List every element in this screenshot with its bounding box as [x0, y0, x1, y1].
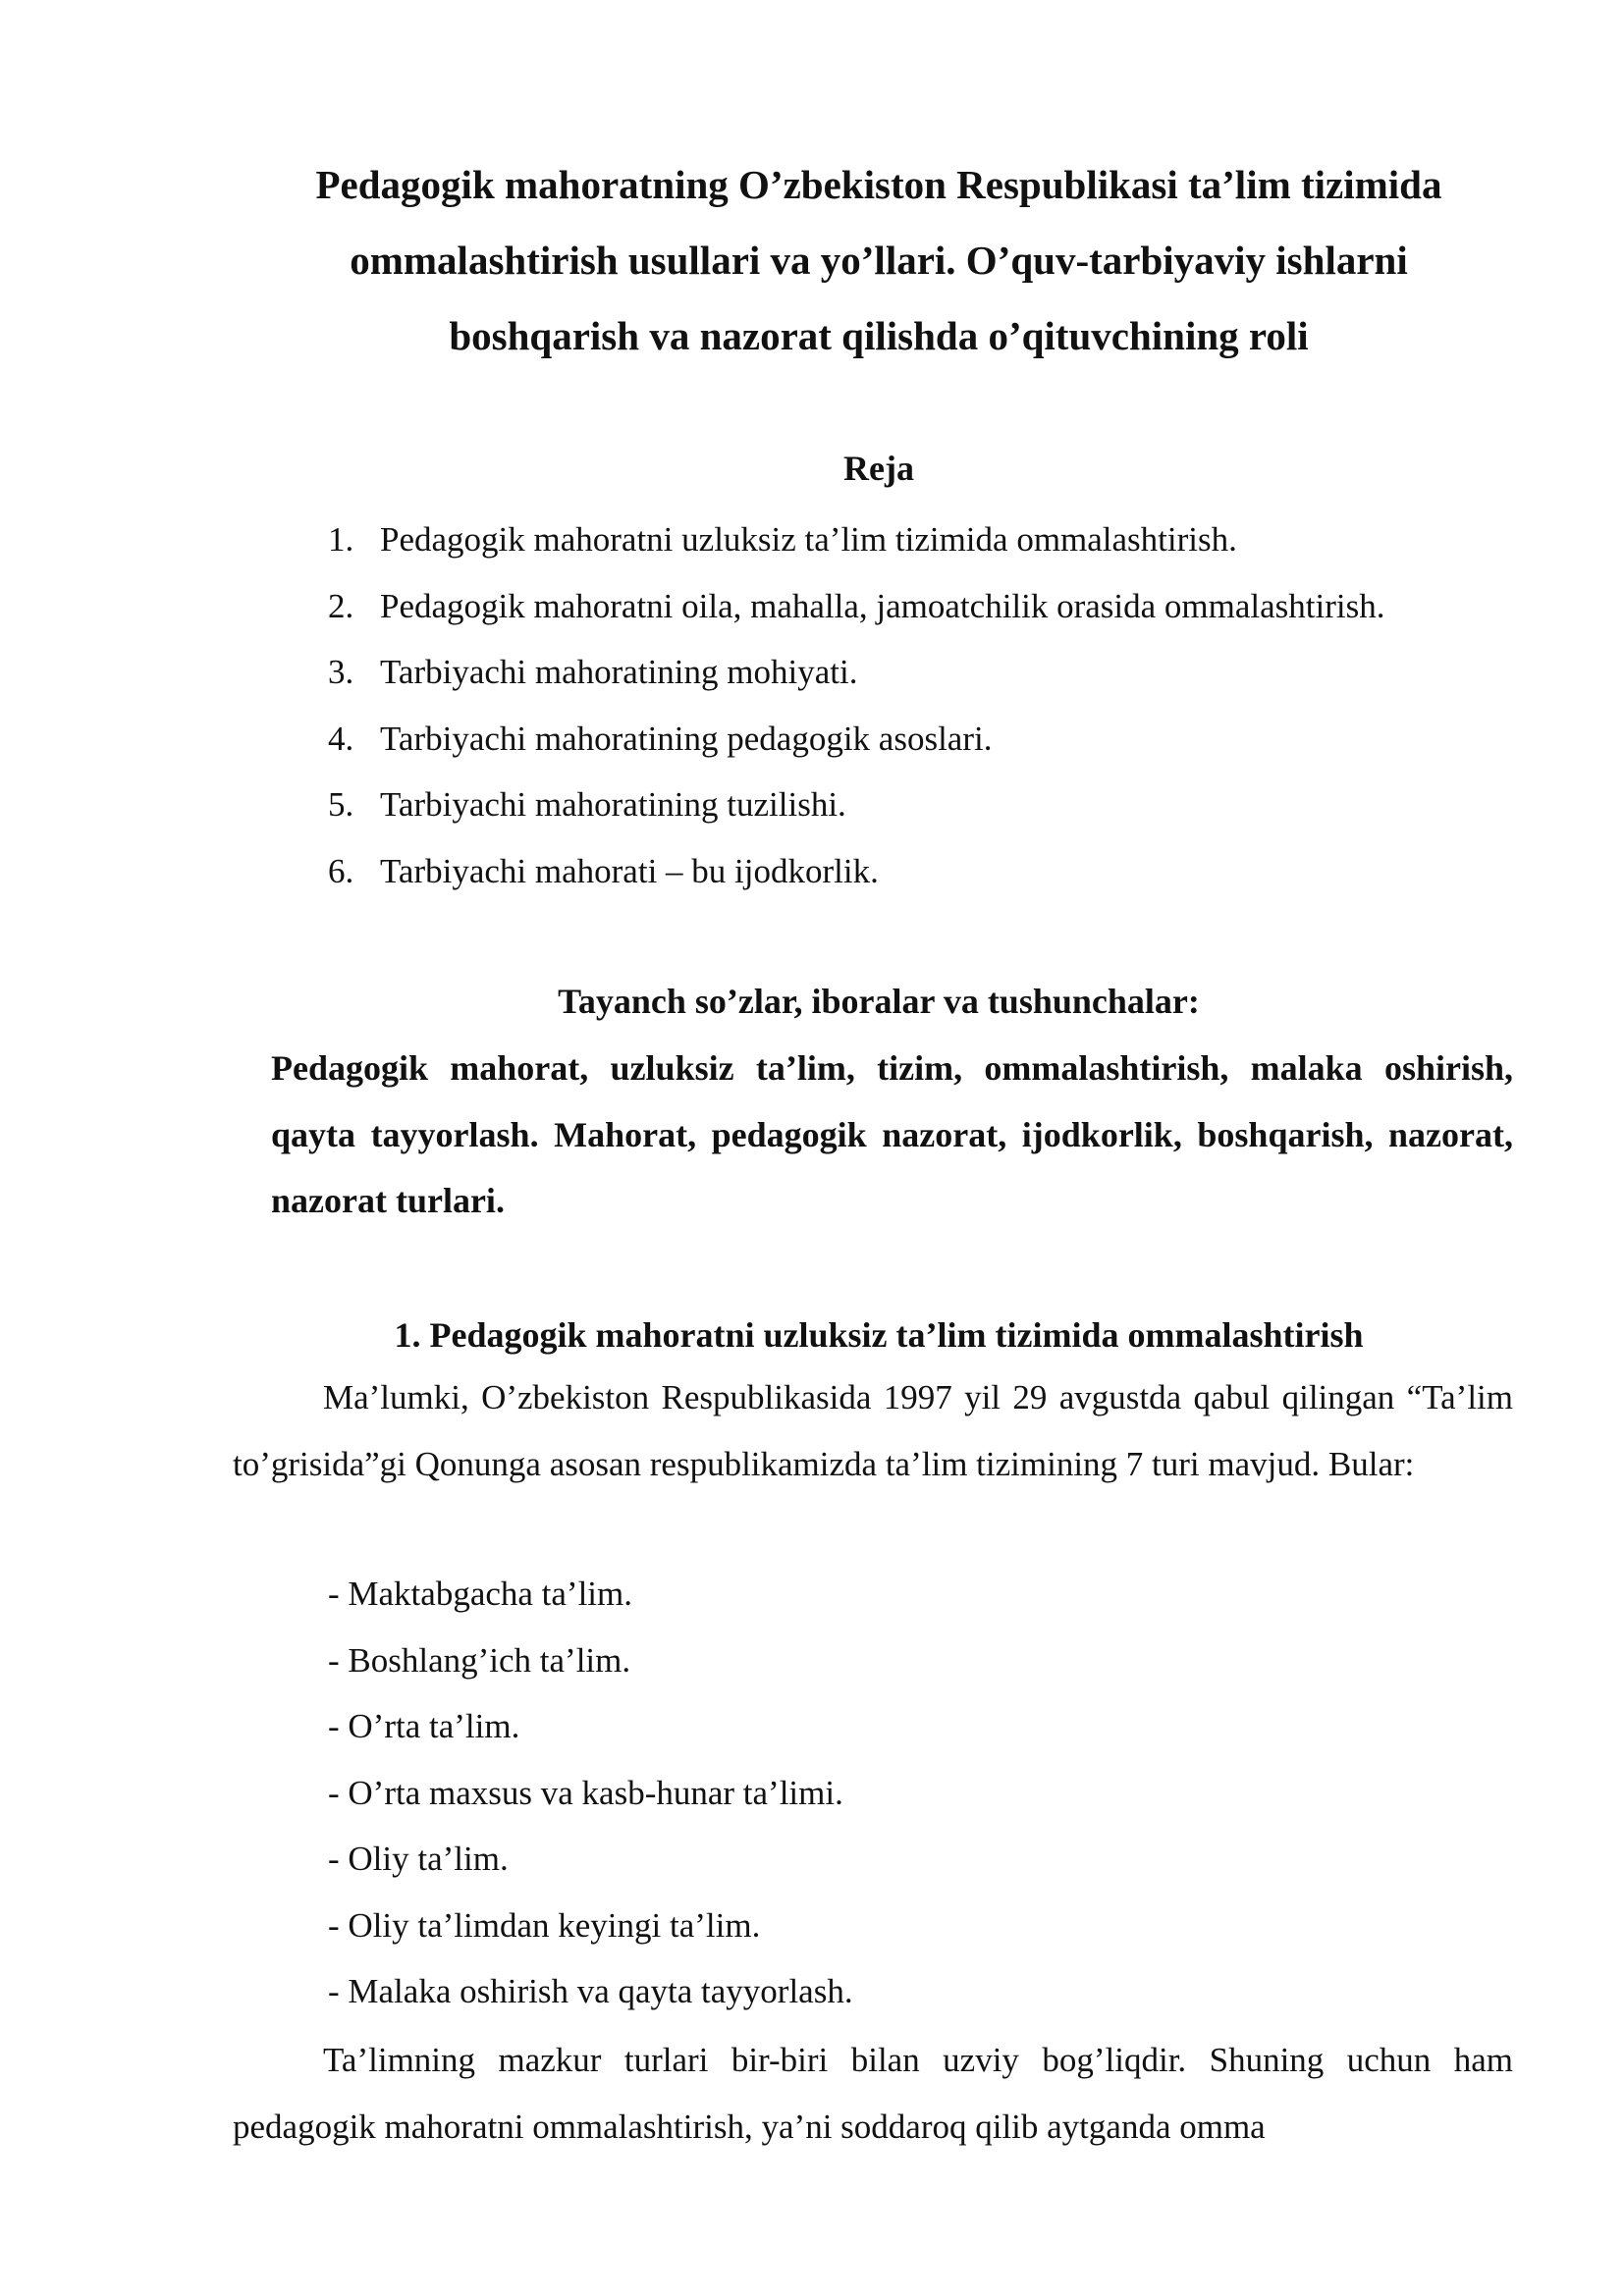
plan-item-text: Tarbiyachi mahoratining mohiyati.: [380, 653, 858, 691]
plan-list: [328, 507, 1385, 904]
plan-item-number: 5.: [328, 785, 354, 824]
plan-item: [328, 706, 1385, 773]
plan-item-text: Tarbiyachi mahoratining pedagogik asoslari.: [380, 719, 993, 758]
plan-item-number: 1.: [328, 520, 354, 559]
title-line-1: Pedagogik mahoratning O’zbekiston Respublikasi ta’lim tizimida: [315, 162, 1442, 207]
plan-item-text: Pedagogik mahoratni oila, mahalla, jamoatchilik orasida ommalashtirish.: [380, 586, 1385, 625]
list-item: - Oliy ta’lim.: [328, 1840, 509, 1878]
paragraph-2: Ta’limning mazkur turlari bir-biri bilan uzviy bog’liqdir. Shuning uchun ham pedagogik mahoratni ommalashtirish, ya’ni soddaroq qilib aytganda omma: [233, 2041, 1513, 2146]
plan-item-number: 2.: [328, 586, 354, 625]
plan-item-text: Tarbiyachi mahoratining tuzilishi.: [380, 785, 846, 824]
education-types-list: [328, 1561, 853, 2025]
section-1-heading: 1. Pedagogik mahoratni uzluksiz ta’lim tizimida ommalashtirish: [394, 1315, 1364, 1355]
plan-item: [328, 507, 1385, 573]
plan-heading: Reja: [843, 449, 914, 488]
plan-item: [328, 573, 1385, 640]
plan-item-number: 3.: [328, 653, 354, 691]
plan-item-text: Pedagogik mahoratni uzluksiz ta’lim tizimida ommalashtirish.: [380, 520, 1237, 559]
list-item: - Maktabgacha ta’lim.: [328, 1575, 633, 1613]
plan-item-text: Tarbiyachi mahorati – bu ijodkorlik.: [380, 851, 879, 890]
title-line-3: boshqarish va nazorat qilishda o’qituvchining roli: [449, 313, 1309, 358]
plan-item: [328, 639, 1385, 706]
plan-item: [328, 772, 1385, 838]
plan-item-number: 6.: [328, 851, 354, 890]
paragraph-1: Ma’lumki, O’zbekiston Respublikasida 1997 yil 29 avgustda qabul qilingan “Ta’lim to’grisida”gi Qonunga asosan respublikamizda ta’lim tizimining 7 turi mavjud. Bular:: [233, 1378, 1513, 1483]
keywords-text: Pedagogik mahorat, uzluksiz ta’lim, tizim, ommalashtirish, malaka oshirish, qayta tayyorlash. Mahorat, pedagogik nazorat, ijodkorlik, boshqarish, nazorat, nazorat turlari.: [271, 1048, 1513, 1220]
plan-item-number: 4.: [328, 719, 354, 758]
list-item: - O’rta ta’lim.: [328, 1707, 520, 1745]
list-item: - O’rta maxsus va kasb-hunar ta’limi.: [328, 1773, 843, 1812]
list-item: - Malaka oshirish va qayta tayyorlash.: [328, 1972, 853, 2010]
list-item: - Boshlang’ich ta’lim.: [328, 1640, 631, 1680]
title-line-2: ommalashtirish usullari va yo’llari. O’quv-tarbiyaviy ishlarni: [350, 238, 1408, 283]
plan-item: [328, 838, 1385, 905]
list-item: - Oliy ta’limdan keyingi ta’lim.: [328, 1905, 761, 1945]
keywords-heading: Tayanch so’zlar, iboralar va tushunchalar:: [558, 982, 1200, 1021]
page-title: [196, 147, 1561, 374]
